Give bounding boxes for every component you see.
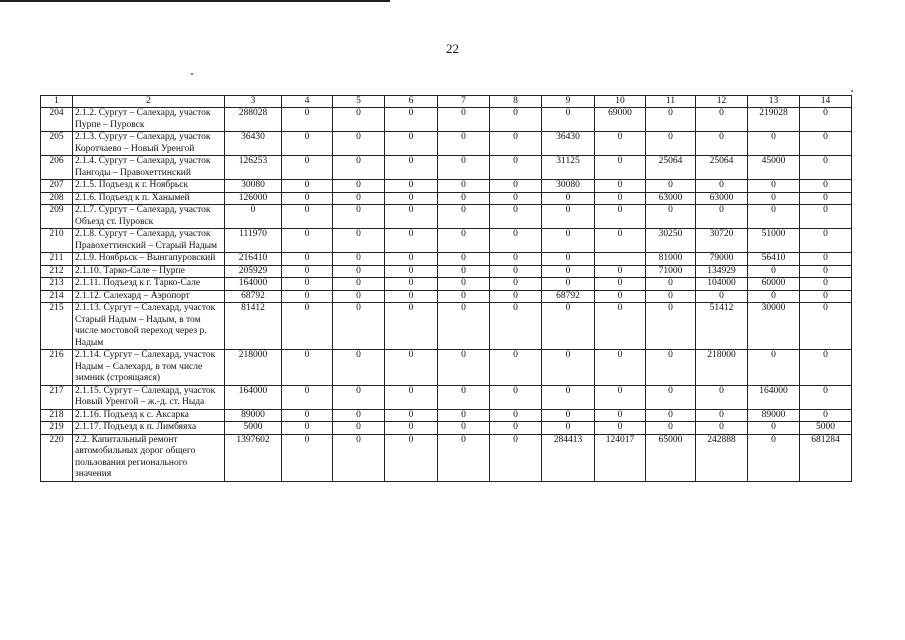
road-name-cell: 2.1.14. Сургут – Салехард, участок Надым – Салехард, в том числе зимник (строящаяся) xyxy=(73,350,225,386)
value-cell: 0 xyxy=(646,290,696,303)
value-cell: 0 xyxy=(748,192,800,205)
value-cell: 0 xyxy=(748,290,800,303)
value-cell: 0 xyxy=(438,180,490,193)
value-cell: 30250 xyxy=(646,229,696,253)
value-cell: 164000 xyxy=(225,278,282,291)
value-cell: 0 xyxy=(696,205,748,229)
value-cell: 0 xyxy=(438,108,490,132)
value-cell: 0 xyxy=(542,278,595,291)
value-cell: 0 xyxy=(646,350,696,386)
row-number: 220 xyxy=(41,434,73,481)
value-cell: 0 xyxy=(490,132,542,156)
value-cell: 51412 xyxy=(696,303,748,350)
value-cell: 104000 xyxy=(696,278,748,291)
value-cell: 0 xyxy=(333,265,385,278)
value-cell: 0 xyxy=(696,422,748,435)
value-cell: 0 xyxy=(282,350,333,386)
value-cell: 71000 xyxy=(646,265,696,278)
scan-speck xyxy=(851,90,853,92)
value-cell: 0 xyxy=(438,350,490,386)
value-cell: 0 xyxy=(333,132,385,156)
value-cell: 0 xyxy=(490,409,542,422)
value-cell: 0 xyxy=(282,108,333,132)
value-cell: 0 xyxy=(490,180,542,193)
value-cell: 0 xyxy=(800,205,852,229)
value-cell: 79000 xyxy=(696,253,748,266)
row-number: 214 xyxy=(41,290,73,303)
header-row xyxy=(41,96,852,108)
value-cell: 89000 xyxy=(225,409,282,422)
column-header: 2 xyxy=(73,96,225,108)
value-cell: 0 xyxy=(800,303,852,350)
value-cell: 0 xyxy=(595,229,646,253)
value-cell: 0 xyxy=(595,422,646,435)
value-cell: 0 xyxy=(438,205,490,229)
value-cell: 0 xyxy=(385,229,438,253)
value-cell: 0 xyxy=(748,350,800,386)
value-cell: 0 xyxy=(696,132,748,156)
value-cell: 0 xyxy=(282,229,333,253)
value-cell: 81412 xyxy=(225,303,282,350)
value-cell: 30080 xyxy=(225,180,282,193)
table-row xyxy=(41,278,852,291)
row-number: 218 xyxy=(41,409,73,422)
value-cell: 36430 xyxy=(225,132,282,156)
value-cell: 81000 xyxy=(646,253,696,266)
value-cell: 5000 xyxy=(225,422,282,435)
road-name-cell: 2.1.10. Тарко-Сале – Пурпе xyxy=(73,265,225,278)
row-number: 208 xyxy=(41,192,73,205)
value-cell: 0 xyxy=(333,385,385,409)
value-cell: 0 xyxy=(646,180,696,193)
road-name-cell: 2.2. Капитальный ремонт автомобильных дорог общего пользования регионального значения xyxy=(73,434,225,481)
table-row xyxy=(41,205,852,229)
value-cell: 0 xyxy=(595,156,646,180)
value-cell: 0 xyxy=(490,290,542,303)
value-cell: 25064 xyxy=(646,156,696,180)
value-cell: 0 xyxy=(282,156,333,180)
column-header: 7 xyxy=(438,96,490,108)
value-cell: 0 xyxy=(490,350,542,386)
value-cell: 0 xyxy=(438,253,490,266)
value-cell: 0 xyxy=(333,409,385,422)
value-cell: 0 xyxy=(385,156,438,180)
value-cell: 0 xyxy=(800,229,852,253)
value-cell: 0 xyxy=(696,409,748,422)
value-cell: 0 xyxy=(748,180,800,193)
table-row xyxy=(41,229,852,253)
value-cell: 0 xyxy=(282,409,333,422)
value-cell: 0 xyxy=(748,422,800,435)
road-name-cell: 2.1.17. Подъезд к п. Лимбяяха xyxy=(73,422,225,435)
value-cell: 0 xyxy=(385,385,438,409)
value-cell: 0 xyxy=(282,192,333,205)
value-cell: 0 xyxy=(542,303,595,350)
value-cell: 0 xyxy=(385,422,438,435)
table-row xyxy=(41,156,852,180)
value-cell: 218000 xyxy=(225,350,282,386)
value-cell: 0 xyxy=(385,205,438,229)
value-cell: 0 xyxy=(595,409,646,422)
column-header: 14 xyxy=(800,96,852,108)
value-cell: 0 xyxy=(438,265,490,278)
value-cell: 0 xyxy=(333,180,385,193)
value-cell: 0 xyxy=(385,192,438,205)
value-cell: 0 xyxy=(490,278,542,291)
value-cell: 0 xyxy=(646,409,696,422)
row-number: 213 xyxy=(41,278,73,291)
value-cell: 60000 xyxy=(748,278,800,291)
value-cell: 0 xyxy=(282,278,333,291)
value-cell: 0 xyxy=(333,422,385,435)
column-header: 3 xyxy=(225,96,282,108)
value-cell: 681284 xyxy=(800,434,852,481)
value-cell: 1397602 xyxy=(225,434,282,481)
table-row xyxy=(41,108,852,132)
value-cell: 0 xyxy=(333,229,385,253)
value-cell: 0 xyxy=(490,434,542,481)
row-number: 205 xyxy=(41,132,73,156)
value-cell: 56410 xyxy=(748,253,800,266)
page-number: 22 xyxy=(446,41,459,56)
value-cell: 284413 xyxy=(542,434,595,481)
value-cell: 0 xyxy=(748,265,800,278)
value-cell: 134929 xyxy=(696,265,748,278)
row-number: 216 xyxy=(41,350,73,386)
column-header: 12 xyxy=(696,96,748,108)
value-cell: 0 xyxy=(800,132,852,156)
value-cell: 0 xyxy=(333,156,385,180)
value-cell: 0 xyxy=(385,434,438,481)
column-header: 4 xyxy=(282,96,333,108)
row-number: 211 xyxy=(41,253,73,266)
road-name-cell: 2.1.8. Сургут – Салехард, участок Правохеттинский – Старый Надым xyxy=(73,229,225,253)
value-cell: 0 xyxy=(490,229,542,253)
value-cell: 0 xyxy=(696,385,748,409)
value-cell: 0 xyxy=(282,253,333,266)
value-cell: 0 xyxy=(800,180,852,193)
table-row xyxy=(41,265,852,278)
row-number: 210 xyxy=(41,229,73,253)
row-number: 204 xyxy=(41,108,73,132)
value-cell: 0 xyxy=(385,108,438,132)
value-cell: 0 xyxy=(282,132,333,156)
value-cell: 0 xyxy=(438,229,490,253)
value-cell: 0 xyxy=(595,205,646,229)
value-cell: 0 xyxy=(333,278,385,291)
value-cell: 126000 xyxy=(225,192,282,205)
road-name-cell: 2.1.5. Подъезд к г. Ноябрьск xyxy=(73,180,225,193)
value-cell: 0 xyxy=(438,132,490,156)
column-header: 11 xyxy=(646,96,696,108)
value-cell: 0 xyxy=(385,253,438,266)
value-cell: 0 xyxy=(800,290,852,303)
value-cell: 0 xyxy=(595,385,646,409)
value-cell: 0 xyxy=(542,253,595,266)
value-cell: 0 xyxy=(490,192,542,205)
table-row xyxy=(41,290,852,303)
value-cell: 0 xyxy=(800,192,852,205)
value-cell: 126253 xyxy=(225,156,282,180)
value-cell: 0 xyxy=(438,278,490,291)
value-cell: 242888 xyxy=(696,434,748,481)
value-cell: 0 xyxy=(385,303,438,350)
scan-speck xyxy=(191,73,193,75)
value-cell: 36430 xyxy=(542,132,595,156)
value-cell: 0 xyxy=(490,108,542,132)
road-name-cell: 2.1.11. Подъезд к г. Тарко-Сале xyxy=(73,278,225,291)
row-number: 212 xyxy=(41,265,73,278)
value-cell: 0 xyxy=(282,265,333,278)
row-number: 217 xyxy=(41,385,73,409)
column-header: 5 xyxy=(333,96,385,108)
value-cell: 0 xyxy=(542,229,595,253)
column-header: 9 xyxy=(542,96,595,108)
value-cell: 0 xyxy=(282,422,333,435)
value-cell: 0 xyxy=(646,108,696,132)
value-cell: 0 xyxy=(438,434,490,481)
value-cell: 0 xyxy=(542,385,595,409)
value-cell: 68792 xyxy=(225,290,282,303)
road-name-cell: 2.1.15. Сургут – Салехард, участок Новый Уренгой – ж.-д. ст. Ныда xyxy=(73,385,225,409)
value-cell: 0 xyxy=(333,253,385,266)
value-cell: 0 xyxy=(542,409,595,422)
value-cell xyxy=(595,253,646,266)
value-cell: 0 xyxy=(595,180,646,193)
value-cell: 0 xyxy=(646,422,696,435)
value-cell: 0 xyxy=(748,434,800,481)
value-cell: 30080 xyxy=(542,180,595,193)
value-cell: 0 xyxy=(800,278,852,291)
value-cell: 0 xyxy=(490,156,542,180)
value-cell: 0 xyxy=(490,385,542,409)
value-cell: 0 xyxy=(385,265,438,278)
value-cell: 25064 xyxy=(696,156,748,180)
value-cell: 205929 xyxy=(225,265,282,278)
value-cell: 0 xyxy=(490,303,542,350)
value-cell: 0 xyxy=(438,156,490,180)
road-name-cell: 2.1.16. Подъезд к с. Аксарка xyxy=(73,409,225,422)
column-header: 13 xyxy=(748,96,800,108)
value-cell: 216410 xyxy=(225,253,282,266)
value-cell: 0 xyxy=(333,350,385,386)
value-cell: 0 xyxy=(646,278,696,291)
value-cell: 69000 xyxy=(595,108,646,132)
value-cell: 0 xyxy=(542,265,595,278)
value-cell: 0 xyxy=(385,180,438,193)
value-cell: 0 xyxy=(542,192,595,205)
value-cell: 0 xyxy=(646,385,696,409)
value-cell: 0 xyxy=(542,422,595,435)
table-row xyxy=(41,409,852,422)
value-cell: 0 xyxy=(438,385,490,409)
table-row xyxy=(41,132,852,156)
value-cell: 0 xyxy=(333,205,385,229)
road-name-cell: 2.1.6. Подъезд к п. Ханымей xyxy=(73,192,225,205)
value-cell: 124017 xyxy=(595,434,646,481)
table-row xyxy=(41,180,852,193)
value-cell: 0 xyxy=(542,350,595,386)
column-header: 1 xyxy=(41,96,73,108)
value-cell: 0 xyxy=(490,253,542,266)
value-cell: 0 xyxy=(225,205,282,229)
table-row xyxy=(41,422,852,435)
value-cell: 0 xyxy=(542,205,595,229)
value-cell: 0 xyxy=(490,265,542,278)
road-name-cell: 2.1.12. Салехард – Аэропорт xyxy=(73,290,225,303)
value-cell: 0 xyxy=(646,132,696,156)
value-cell: 0 xyxy=(595,192,646,205)
value-cell: 0 xyxy=(333,108,385,132)
row-number: 207 xyxy=(41,180,73,193)
value-cell: 0 xyxy=(282,303,333,350)
value-cell: 45000 xyxy=(748,156,800,180)
value-cell: 0 xyxy=(438,290,490,303)
value-cell: 0 xyxy=(696,108,748,132)
value-cell: 164000 xyxy=(225,385,282,409)
value-cell: 0 xyxy=(490,205,542,229)
table-row xyxy=(41,253,852,266)
value-cell: 0 xyxy=(800,409,852,422)
road-name-cell: 2.1.7. Сургут – Салехард, участок Объезд ст. Пуровск xyxy=(73,205,225,229)
value-cell: 65000 xyxy=(646,434,696,481)
value-cell: 0 xyxy=(333,303,385,350)
value-cell: 0 xyxy=(333,192,385,205)
table-row xyxy=(41,303,852,350)
value-cell: 63000 xyxy=(646,192,696,205)
value-cell: 30000 xyxy=(748,303,800,350)
row-number: 219 xyxy=(41,422,73,435)
value-cell: 30720 xyxy=(696,229,748,253)
value-cell: 0 xyxy=(646,303,696,350)
value-cell: 0 xyxy=(282,385,333,409)
road-name-cell: 2.1.13. Сургут – Салехард, участок Старый Надым – Надым, в том числе мостовой переход через р. Надым xyxy=(73,303,225,350)
value-cell: 0 xyxy=(438,192,490,205)
value-cell: 0 xyxy=(800,108,852,132)
column-header: 6 xyxy=(385,96,438,108)
value-cell: 0 xyxy=(800,350,852,386)
value-cell: 0 xyxy=(800,253,852,266)
value-cell: 164000 xyxy=(748,385,800,409)
value-cell: 0 xyxy=(595,290,646,303)
value-cell: 5000 xyxy=(800,422,852,435)
value-cell: 0 xyxy=(800,385,852,409)
value-cell: 0 xyxy=(385,350,438,386)
column-header: 10 xyxy=(595,96,646,108)
value-cell: 51000 xyxy=(748,229,800,253)
value-cell: 0 xyxy=(282,290,333,303)
value-cell: 219028 xyxy=(748,108,800,132)
table-row xyxy=(41,385,852,409)
value-cell: 0 xyxy=(595,350,646,386)
table-row xyxy=(41,192,852,205)
value-cell: 0 xyxy=(385,290,438,303)
road-name-cell: 2.1.3. Сургут – Салехард, участок Коротчаево – Новый Уренгой xyxy=(73,132,225,156)
value-cell: 0 xyxy=(748,205,800,229)
value-cell: 0 xyxy=(438,422,490,435)
value-cell: 0 xyxy=(696,290,748,303)
value-cell: 0 xyxy=(282,434,333,481)
value-cell: 0 xyxy=(438,303,490,350)
budget-table xyxy=(40,95,852,482)
row-number: 215 xyxy=(41,303,73,350)
road-name-cell: 2.1.4. Сургут – Салехард, участок Пангоды – Правохеттинский xyxy=(73,156,225,180)
value-cell: 0 xyxy=(490,422,542,435)
value-cell: 0 xyxy=(595,278,646,291)
value-cell: 0 xyxy=(542,108,595,132)
value-cell: 111970 xyxy=(225,229,282,253)
value-cell: 0 xyxy=(748,132,800,156)
road-name-cell: 2.1.9. Ноябрьск – Вынгапуровский xyxy=(73,253,225,266)
value-cell: 63000 xyxy=(696,192,748,205)
value-cell: 89000 xyxy=(748,409,800,422)
value-cell: 0 xyxy=(438,409,490,422)
value-cell: 0 xyxy=(385,278,438,291)
value-cell: 288028 xyxy=(225,108,282,132)
value-cell: 218000 xyxy=(696,350,748,386)
value-cell: 31125 xyxy=(542,156,595,180)
value-cell: 0 xyxy=(595,303,646,350)
road-name-cell: 2.1.2. Сургут – Салехард, участок Пурпе – Пуровск xyxy=(73,108,225,132)
value-cell: 0 xyxy=(800,265,852,278)
value-cell: 0 xyxy=(595,265,646,278)
row-number: 206 xyxy=(41,156,73,180)
value-cell: 0 xyxy=(696,180,748,193)
value-cell: 0 xyxy=(646,205,696,229)
value-cell: 68792 xyxy=(542,290,595,303)
value-cell: 0 xyxy=(282,180,333,193)
value-cell: 0 xyxy=(385,409,438,422)
top-rule xyxy=(0,0,390,2)
value-cell: 0 xyxy=(385,132,438,156)
table-row xyxy=(41,434,852,481)
value-cell: 0 xyxy=(595,132,646,156)
row-number: 209 xyxy=(41,205,73,229)
value-cell: 0 xyxy=(800,156,852,180)
value-cell: 0 xyxy=(333,290,385,303)
column-header: 8 xyxy=(490,96,542,108)
value-cell: 0 xyxy=(282,205,333,229)
table-row xyxy=(41,350,852,386)
value-cell: 0 xyxy=(333,434,385,481)
